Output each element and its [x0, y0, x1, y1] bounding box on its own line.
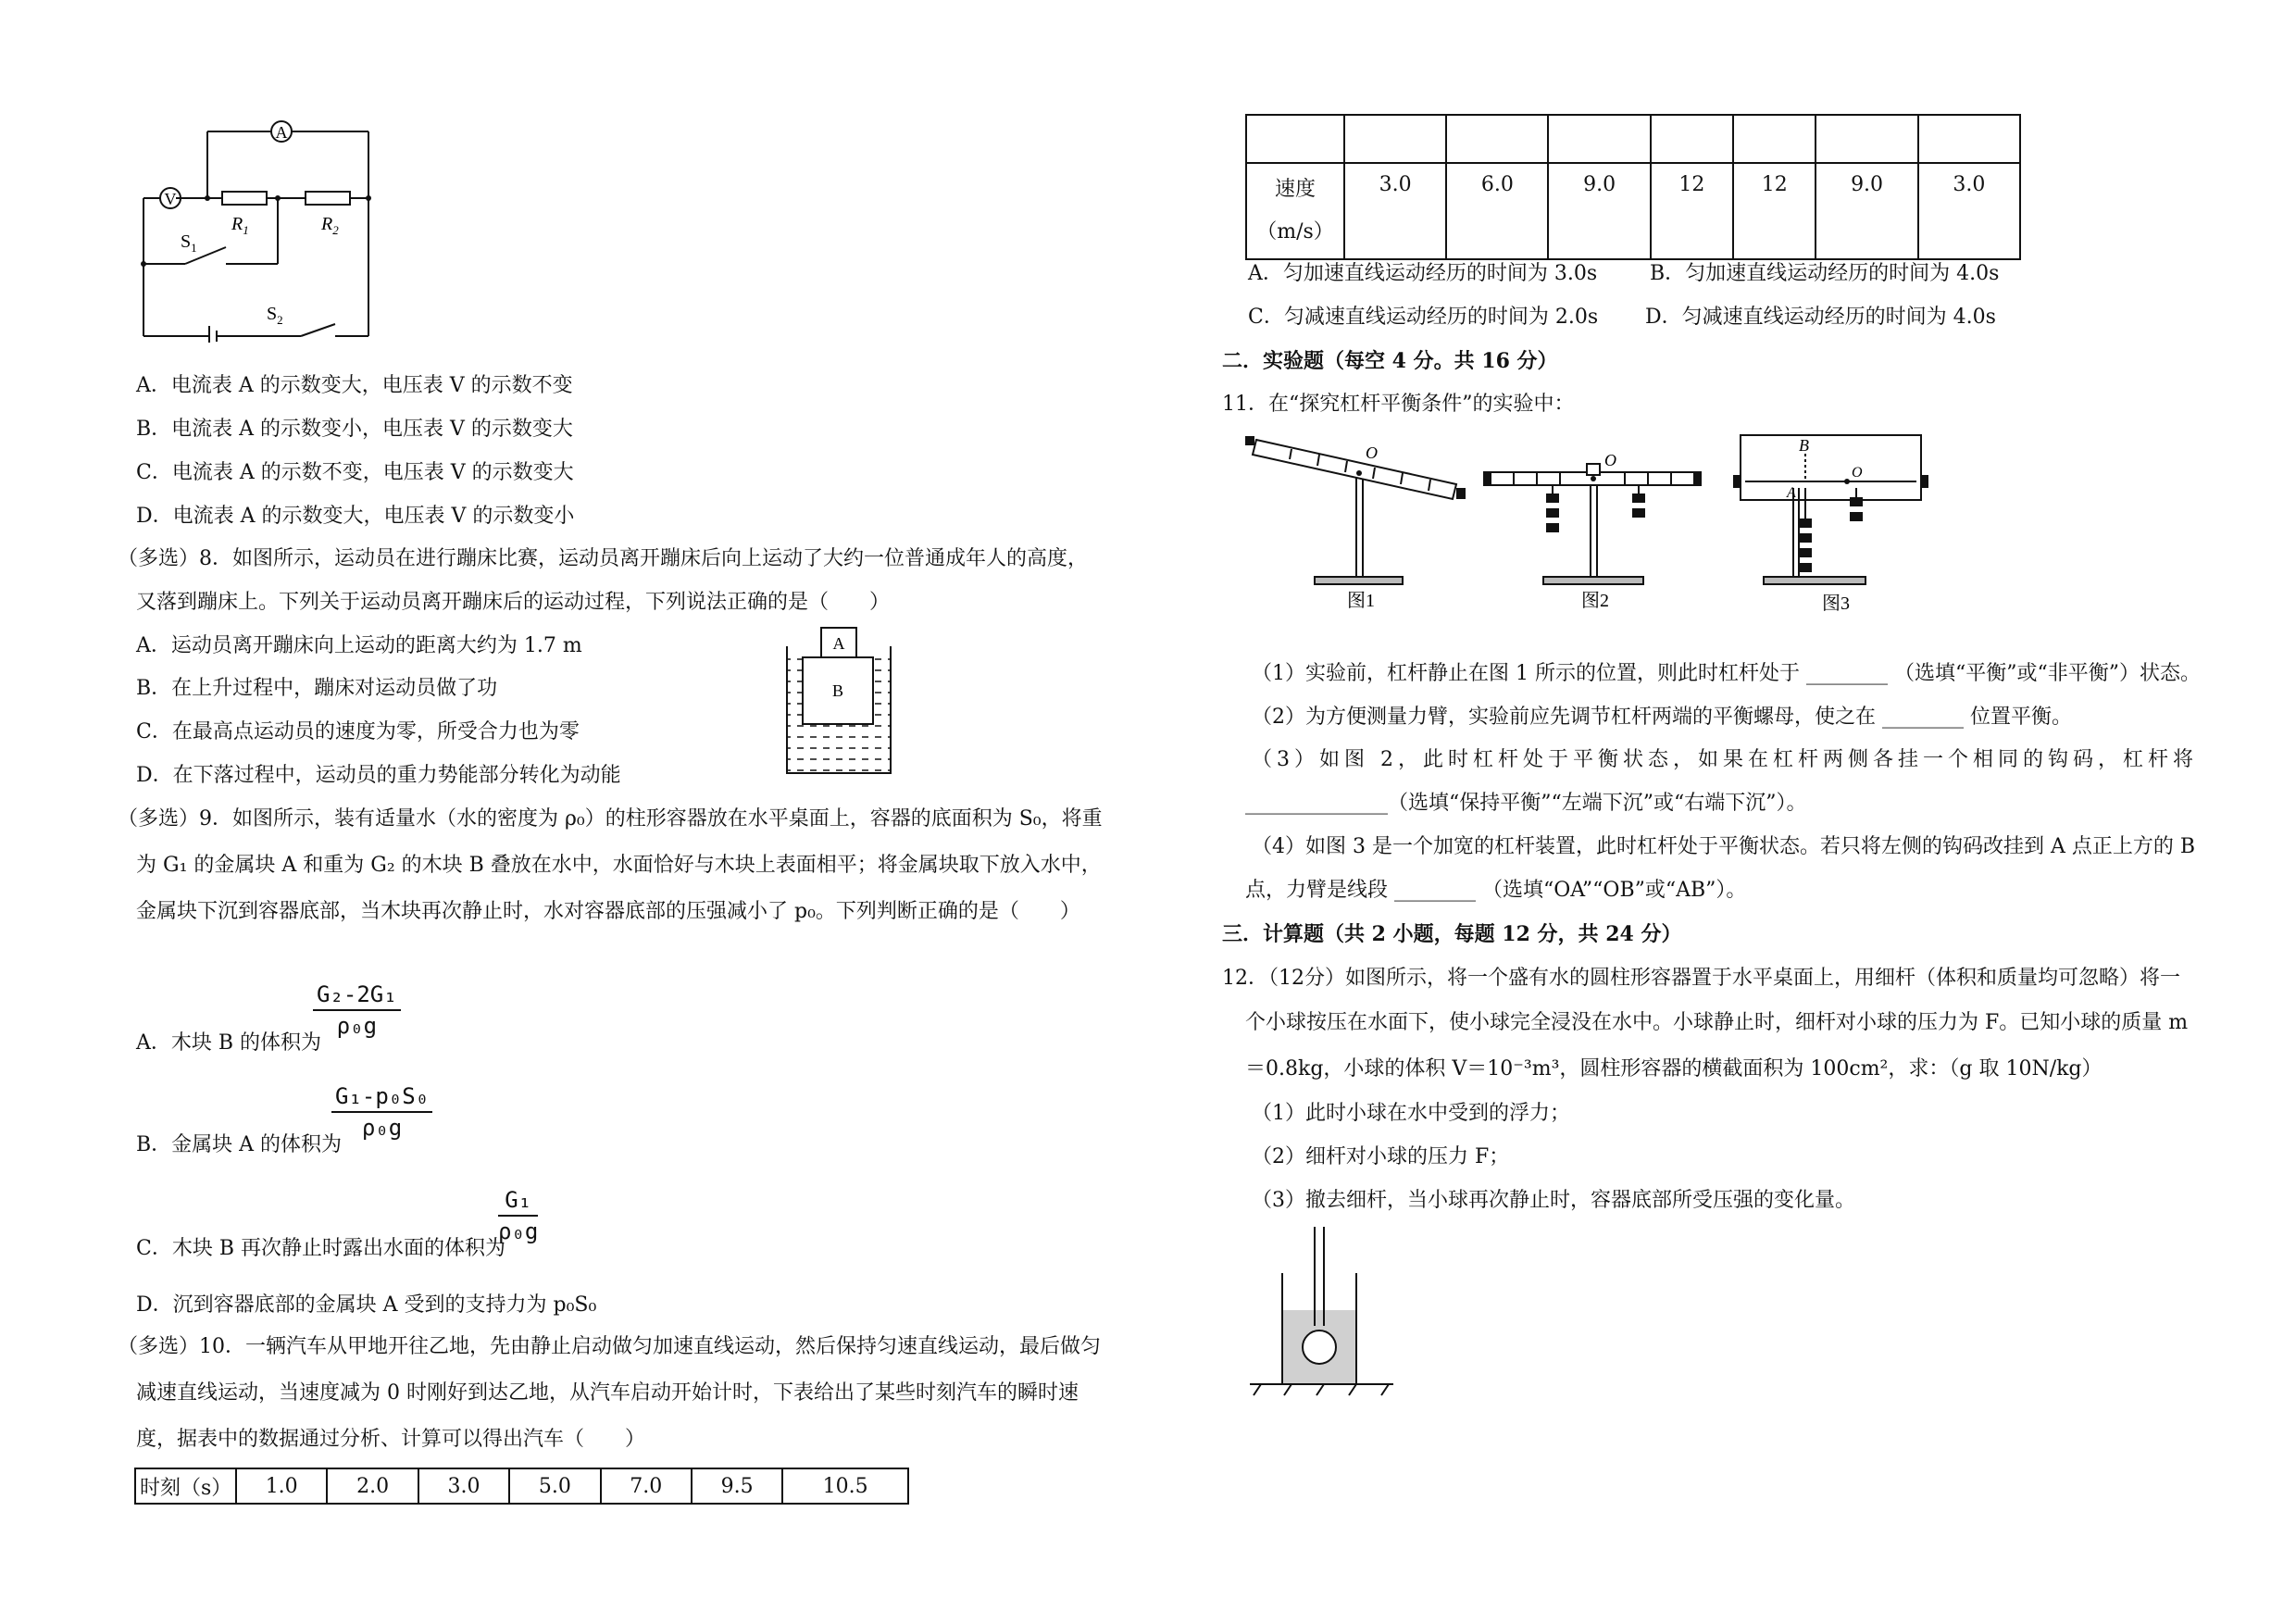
speed-header-cell	[1246, 163, 1344, 259]
time-cell: 3.0	[418, 1468, 509, 1504]
speed-table	[1245, 114, 2021, 260]
time-cell: 2.0	[327, 1468, 418, 1504]
empty-cell	[1816, 115, 1917, 163]
q8-option-b: B．在上升过程中，蹦床对运动员做了功	[136, 677, 498, 700]
r2-sub: 2	[332, 223, 339, 237]
speed-cell: 6.0	[1446, 163, 1548, 259]
svg-text:S1	[181, 231, 197, 255]
q7-option-c: C．电流表 A 的示数不变，电压表 V 的示数变大	[136, 461, 574, 484]
s2-label: S	[267, 304, 278, 324]
q10-option-c: C．匀减速直线运动经历的时间为 2.0s	[1248, 306, 1599, 329]
q12-stem-1: 12．（12分）如图所示，将一个盛有水的圆柱形容器置于水平桌面上，用细杆（体积和质量均可忽略）将一	[1222, 967, 2180, 990]
q7-option-a: A．电流表 A 的示数变大，电压表 V 的示数不变	[136, 374, 573, 397]
empty-cell	[1651, 115, 1733, 163]
r1-label: R	[231, 214, 243, 234]
speed-cell: 12	[1733, 163, 1816, 259]
svg-text:R1	[231, 214, 249, 237]
r1-sub: 1	[243, 223, 249, 237]
section-3-heading: 三．计算题（共 2 小题，每题 12 分，共 24 分）	[1222, 922, 1682, 946]
q11-stem: 11．在“探究杠杆平衡条件”的实验中：	[1222, 393, 1575, 416]
q11-part-3-line-2: ______________（选填“保持平衡”“左端下沉”或“右端下沉”）。	[1245, 792, 1807, 815]
rod-ball-figure	[1250, 1222, 1407, 1407]
q9-option-b: B．金属块 A 的体积为	[136, 1133, 343, 1156]
speed-label: 速度	[1274, 178, 1316, 201]
s1-sub: 1	[191, 241, 197, 255]
speed-cell: 9.0	[1548, 163, 1650, 259]
speed-cell: 12	[1651, 163, 1733, 259]
container-figure	[782, 620, 903, 778]
ammeter-label: A	[275, 123, 288, 142]
time-cell: 5.0	[509, 1468, 600, 1504]
q10-stem-3: 度，据表中的数据通过分析、计算可以得出汽车（ ）	[136, 1428, 646, 1451]
fig3-a-label: A	[1787, 485, 1796, 501]
fig3-b-label: B	[1799, 436, 1809, 455]
fig2-o-label: O	[1604, 451, 1616, 469]
q9-stem-3: 金属块下沉到容器底部，当木块再次静止时，水对容器底部的压强减小了 p₀。下列判断正确的是（ ）	[136, 900, 1080, 923]
q10-option-b: B．匀加速直线运动经历的时间为 4.0s	[1650, 262, 2000, 285]
q12-part-1: （1）此时小球在水中受到的浮力；	[1252, 1102, 1570, 1125]
q11-part-2: （2）为方便测量力臂，实验前应先调节杠杆两端的平衡螺母，使之在 ________ 位置平衡。	[1252, 706, 2072, 729]
empty-cell	[1918, 115, 2020, 163]
q7-option-d: D．电流表 A 的示数变大，电压表 V 的示数变小	[136, 505, 575, 528]
s2-sub: 2	[277, 313, 283, 327]
q12-part-2: （2）细杆对小球的压力 F；	[1252, 1145, 1510, 1168]
empty-cell	[1246, 115, 1344, 163]
voltmeter-label: V	[164, 190, 177, 208]
fraction-denominator: ρ₀g	[336, 1013, 378, 1039]
speed-cell: 9.0	[1816, 163, 1917, 259]
time-cell: 10.5	[782, 1468, 908, 1504]
q12-stem-2: 个小球按压在水面下，使小球完全浸没在水中。小球静止时，细杆对小球的压力为 F。已知小球的质量 m	[1245, 1011, 2189, 1034]
fig3-caption: 图3	[1822, 593, 1850, 614]
fraction-denominator: ρ₀g	[498, 1218, 539, 1244]
s1-label: S	[181, 231, 192, 252]
q12-stem-3: ＝0.8kg，小球的体积 V＝10⁻³m³，圆柱形容器的横截面积为 100cm²，求：（g 取 10N/kg）	[1245, 1057, 2103, 1081]
q10-stem-2: 减速直线运动，当速度减为 0 时刚好到达乙地，从汽车启动开始计时，下表给出了某些时刻汽车的瞬时速	[136, 1381, 1079, 1405]
svg-text:S2	[267, 304, 283, 327]
q8-option-d: D．在下落过程中，运动员的重力势能部分转化为动能	[136, 764, 621, 787]
fraction-numerator: G₁-p₀S₀	[331, 1083, 432, 1113]
fraction-numerator: G₂-2G₁	[313, 981, 401, 1011]
q8-option-c: C．在最高点运动员的速度为零，所受合力也为零	[136, 720, 580, 743]
q9-stem-2: 为 G₁ 的金属块 A 和重为 G₂ 的木块 B 叠放在水中，水面恰好与木块上表面相平；将金属块取下放入水中，	[136, 854, 1102, 877]
empty-cell	[1446, 115, 1548, 163]
empty-cell	[1344, 115, 1446, 163]
q9-option-a-fraction	[313, 981, 401, 1039]
table-row	[1246, 115, 2020, 163]
q11-part-4-line-1: （4）如图 3 是一个加宽的杠杆装置，此时杠杆处于平衡状态。若只将左侧的钩码改挂到 A 点正上方的 B	[1252, 835, 2196, 858]
fraction-numerator: G₁	[498, 1187, 538, 1217]
q8-stem-1: （多选）8．如图所示，运动员在进行蹦床比赛，运动员离开蹦床后向上运动了大约一位普通成年人的高度，	[118, 547, 1089, 570]
q10-option-a: A．匀加速直线运动经历的时间为 3.0s	[1248, 262, 1598, 285]
q8-option-a: A．运动员离开蹦床向上运动的距离大约为 1.7 m	[136, 634, 582, 657]
fig-label-a: A	[832, 634, 845, 653]
q11-part-1: （1）实验前，杠杆静止在图 1 所示的位置，则此时杠杆处于 ________ （选填“平衡”或“非平衡”）状态。	[1252, 662, 2201, 685]
q7-option-b: B．电流表 A 的示数变小，电压表 V 的示数变大	[136, 418, 573, 441]
time-cell: 9.5	[692, 1468, 782, 1504]
q9-option-c: C．木块 B 再次静止时露出水面的体积为	[136, 1237, 505, 1260]
q8-stem-2: 又落到蹦床上。下列关于运动员离开蹦床后的运动过程，下列说法正确的是（ ）	[136, 591, 891, 614]
q11-part-3-line-1: （3）如图 2，此时杠杆处于平衡状态，如果在杠杆两侧各挂一个相同的钩码，杠杆将	[1252, 748, 2198, 771]
speed-cell: 3.0	[1918, 163, 2020, 259]
speed-unit: （m/s）	[1256, 220, 1334, 244]
fig3-o-label: O	[1852, 465, 1863, 481]
q12-part-3: （3）撤去细杆，当小球再次静止时，容器底部所受压强的变化量。	[1252, 1189, 1855, 1212]
q9-stem-1: （多选）9．如图所示，装有适量水（水的密度为 ρ₀）的柱形容器放在水平桌面上，容器的底面积为 S₀，将重	[118, 807, 1103, 831]
table-row	[135, 1468, 908, 1504]
q9-option-a: A．木块 B 的体积为	[136, 1031, 322, 1055]
svg-text:R2	[320, 214, 339, 237]
fig2-caption: 图2	[1581, 591, 1609, 611]
time-header-cell: 时刻（s）	[135, 1468, 236, 1504]
lever-figures	[1245, 431, 1958, 625]
fig1-o-label: O	[1366, 443, 1378, 462]
section-2-heading: 二．实验题（每空 4 分。共 16 分）	[1222, 349, 1558, 373]
q9-option-b-fraction	[331, 1083, 432, 1141]
fig-label-b: B	[831, 681, 844, 700]
time-table	[134, 1468, 909, 1505]
time-cell: 7.0	[601, 1468, 692, 1504]
q10-stem-1: （多选）10．一辆汽车从甲地开往乙地，先由静止启动做匀加速直线运动，然后保持匀速直线运动，最后做匀	[118, 1335, 1101, 1358]
fraction-denominator: ρ₀g	[361, 1115, 403, 1141]
fig1-caption: 图1	[1347, 591, 1375, 611]
circuit-diagram	[130, 111, 398, 343]
q10-option-d: D．匀减速直线运动经历的时间为 4.0s	[1645, 306, 1996, 329]
empty-cell	[1548, 115, 1650, 163]
table-row	[1246, 163, 2020, 259]
speed-cell: 3.0	[1344, 163, 1446, 259]
empty-cell	[1733, 115, 1816, 163]
r2-label: R	[321, 214, 333, 234]
q9-option-c-fraction	[498, 1187, 538, 1244]
q11-part-4-line-2: 点，力臂是线段 ________ （选填“OA”“OB”或“AB”）。	[1245, 879, 1747, 902]
q9-option-d: D．沉到容器底部的金属块 A 受到的支持力为 p₀S₀	[136, 1293, 597, 1317]
time-cell: 1.0	[236, 1468, 327, 1504]
